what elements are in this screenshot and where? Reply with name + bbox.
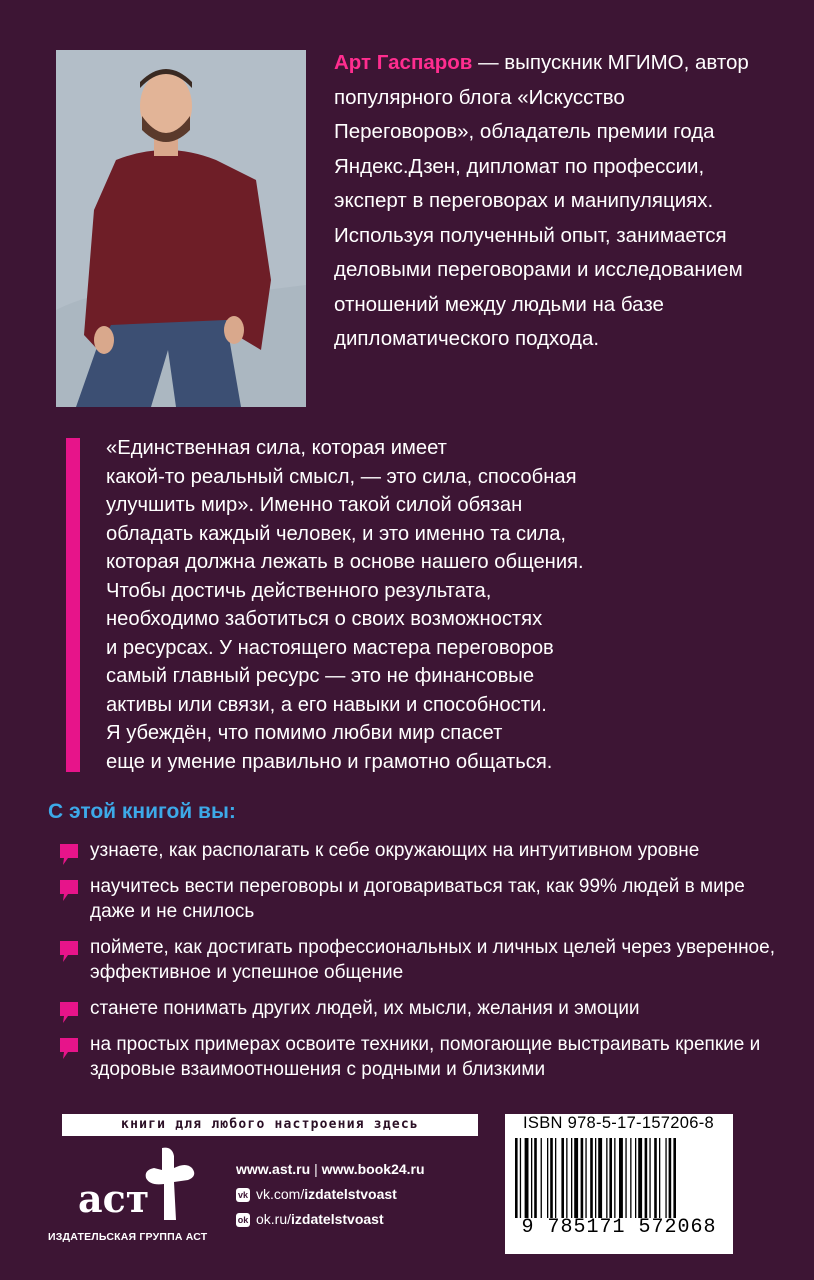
speech-bubble-icon: [60, 844, 78, 866]
author-bio: [334, 46, 754, 357]
list-item: станете понимать других людей, их мысли, желания и эмоции: [60, 996, 780, 1021]
vk-icon: vk: [237, 1189, 248, 1200]
quote-accent-bar: [66, 438, 80, 772]
publisher-slogan: книги для любого настроения здесь: [62, 1114, 478, 1136]
vk-link[interactable]: vk vk.com/izdatelstvoast: [237, 1186, 397, 1202]
barcode-block: [505, 1114, 733, 1254]
list-item: узнаете, как располагать к себе окружающих на интуитивном уровне: [60, 838, 780, 863]
author-bio-text: — выпускник МГИМО, автор популярного блога «Искусство Переговоров», обладатель премии года Яндекс.Дзен, дипломат по профессии, эксперт в переговорах и манипуляциях. Используя полученный опыт, занимается деловыми переговорами и исследованием отношений между людьми на базе дипломатического подхода.: [334, 51, 749, 350]
speech-bubble-icon: [60, 1002, 78, 1024]
speech-bubble-icon: [60, 1038, 78, 1060]
site-separator: |: [314, 1161, 318, 1177]
list-item: на простых примерах освоите техники, помогающие выстраивать крепкие и здоровые взаимоотношения с родными и близкими: [60, 1032, 780, 1082]
speech-bubble-icon: [60, 880, 78, 902]
ok-icon: ok: [237, 1214, 249, 1225]
websites: [236, 1157, 425, 1182]
publisher-name: ИЗДАТЕЛЬСКАЯ ГРУППА АСТ: [48, 1231, 208, 1243]
speech-bubble-icon: [60, 941, 78, 963]
isbn-number: ISBN 978-5-17-157206-8: [523, 1114, 714, 1132]
barcode-digits: 9 785171 572068: [521, 1216, 717, 1239]
list-item: поймете, как достигать профессиональных и личных целей через уверенное, эффективное и успешное общение: [60, 935, 780, 985]
publisher-links: [236, 1157, 425, 1232]
author-quote: «Единственная сила, которая имеет какой-то реальный смысл, — это сила, способная улучшить мир». Именно такой силой обязан обладать каждый человек, и это именно та сила, которая должна лежать в основе нашего общения. Чтобы достичь действенного результата, необходимо заботиться о своих возможностях и ресурсах. У настоящего мастера переговоров самый главный ресурс — это не финансовые активы или связи, а его навыки и способности. Я убеждён, что помимо любви мир спасет еще и умение правильно и грамотно общаться.: [106, 437, 584, 773]
ast-logo-icon: [74, 1146, 204, 1226]
svg-text:аст: аст: [78, 1176, 150, 1221]
author-photo: [56, 50, 306, 407]
list-item: научитесь вести переговоры и договариваться так, как 99% людей в мире даже и не снилось: [60, 874, 780, 924]
ok-link[interactable]: ok ok.ru/izdatelstvoast: [237, 1211, 384, 1227]
author-name: Арт Гаспаров: [334, 51, 473, 74]
features-list: [60, 838, 780, 1093]
features-title: С этой книгой вы:: [48, 800, 236, 823]
site-link-book24[interactable]: www.book24.ru: [321, 1161, 425, 1177]
barcode-icon: [515, 1138, 723, 1218]
site-link-ast[interactable]: www.ast.ru: [236, 1161, 311, 1177]
